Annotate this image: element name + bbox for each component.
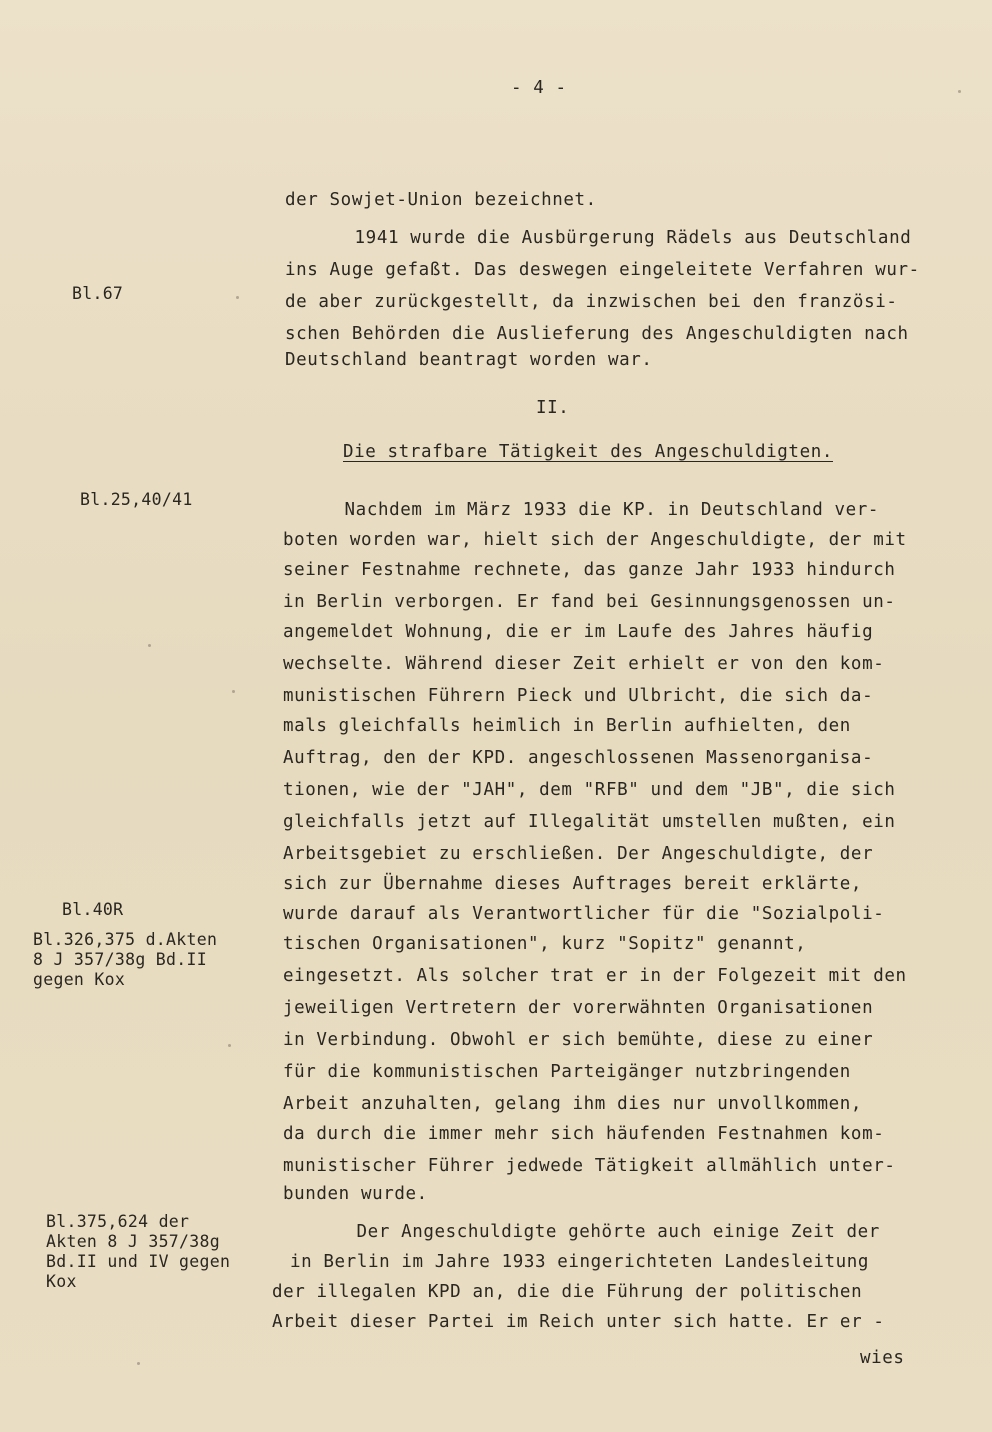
body-line: Nachdem im März 1933 die KP. in Deutschland ver- [300,500,880,520]
body-line: 1941 wurde die Ausbürgerung Rädels aus Deutschland [310,228,912,248]
body-line: gleichfalls jetzt auf Illegalität umstellen mußten, ein [283,812,896,832]
section-heading: Die strafbare Tätigkeit des Angeschuldigten. [343,442,833,462]
body-line: tionen, wie der "JAH", dem "RFB" und dem "JB", die sich [283,780,896,800]
body-line: boten worden war, hielt sich der Angeschuldigte, der mit [283,530,907,550]
body-line: schen Behörden die Auslieferung des Angeschuldigten nach [285,324,909,344]
body-line: bunden wurde. [283,1184,428,1204]
page-number: - 4 - [511,78,567,98]
margin-note: Bl.67 [72,284,124,303]
body-line: eingesetzt. Als solcher trat er in der Folgezeit mit den [283,966,907,986]
body-line: tischen Organisationen", kurz "Sopitz" genannt, [283,934,807,954]
margin-note: Bd.II und IV gegen [46,1252,231,1271]
paper-speck [228,1044,231,1047]
margin-note: gegen Kox [33,970,126,989]
paper-speck [232,690,235,693]
body-line: Deutschland beantragt worden war. [285,350,653,370]
body-line: für die kommunistischen Parteigänger nutzbringenden [283,1062,851,1082]
margin-note: Bl.326,375 d.Akten [33,930,218,949]
body-line: wechselte. Während dieser Zeit erhielt er von den kom- [283,654,885,674]
paper-speck [148,644,151,647]
margin-note: Bl.25,40/41 [80,490,193,509]
body-line: munistischer Führer jedwede Tätigkeit allmählich unter- [283,1156,896,1176]
body-line: wies [860,1348,905,1368]
body-line: de aber zurückgestellt, da inzwischen bei den französi- [285,292,898,312]
body-line: Arbeit dieser Partei im Reich unter sich hatte. Er er - [272,1312,885,1332]
margin-note: Bl.40R [62,900,124,919]
body-line: der Sowjet-Union bezeichnet. [285,190,597,210]
body-line: Auftrag, den der KPD. angeschlossenen Massenorganisa- [283,748,874,768]
body-line: mals gleichfalls heimlich in Berlin aufhielten, den [283,716,851,736]
body-line: Arbeit anzuhalten, gelang ihm dies nur unvollkommen, [283,1094,863,1114]
body-line: der illegalen KPD an, die die Führung der politischen [272,1282,863,1302]
body-line: in Verbindung. Obwohl er sich bemühte, diese zu einer [283,1030,874,1050]
body-line: Arbeitsgebiet zu erschließen. Der Angeschuldigte, der [283,844,874,864]
paper-speck [236,296,239,299]
paper-speck [958,90,961,93]
paper-speck [137,1362,140,1365]
body-line: sich zur Übernahme dieses Auftrages bereit erklärte, [283,874,863,894]
body-line: ins Auge gefaßt. Das deswegen eingeleitete Verfahren wur- [285,260,920,280]
body-line: in Berlin im Jahre 1933 eingerichteten Landesleitung [290,1252,870,1272]
body-line: munistischen Führern Pieck und Ulbricht, die sich da- [283,686,874,706]
margin-note: Kox [46,1272,77,1291]
body-line: angemeldet Wohnung, die er im Laufe des Jahres häufig [283,622,874,642]
margin-note: Akten 8 J 357/38g [46,1232,220,1251]
body-line: seiner Festnahme rechnete, das ganze Jahr 1933 hindurch [283,560,896,580]
body-line: jeweiligen Vertretern der vorerwähnten Organisationen [283,998,874,1018]
body-line: wurde darauf als Verantwortlicher für die "Sozialpoli- [283,904,885,924]
margin-note: 8 J 357/38g Bd.II [33,950,207,969]
margin-note: Bl.375,624 der [46,1212,190,1231]
section-number: II. [536,398,570,418]
body-line: in Berlin verborgen. Er fand bei Gesinnungsgenossen un- [283,592,896,612]
body-line: da durch die immer mehr sich häufenden Festnahmen kom- [283,1124,885,1144]
body-line: Der Angeschuldigte gehörte auch einige Zeit der [312,1222,880,1242]
